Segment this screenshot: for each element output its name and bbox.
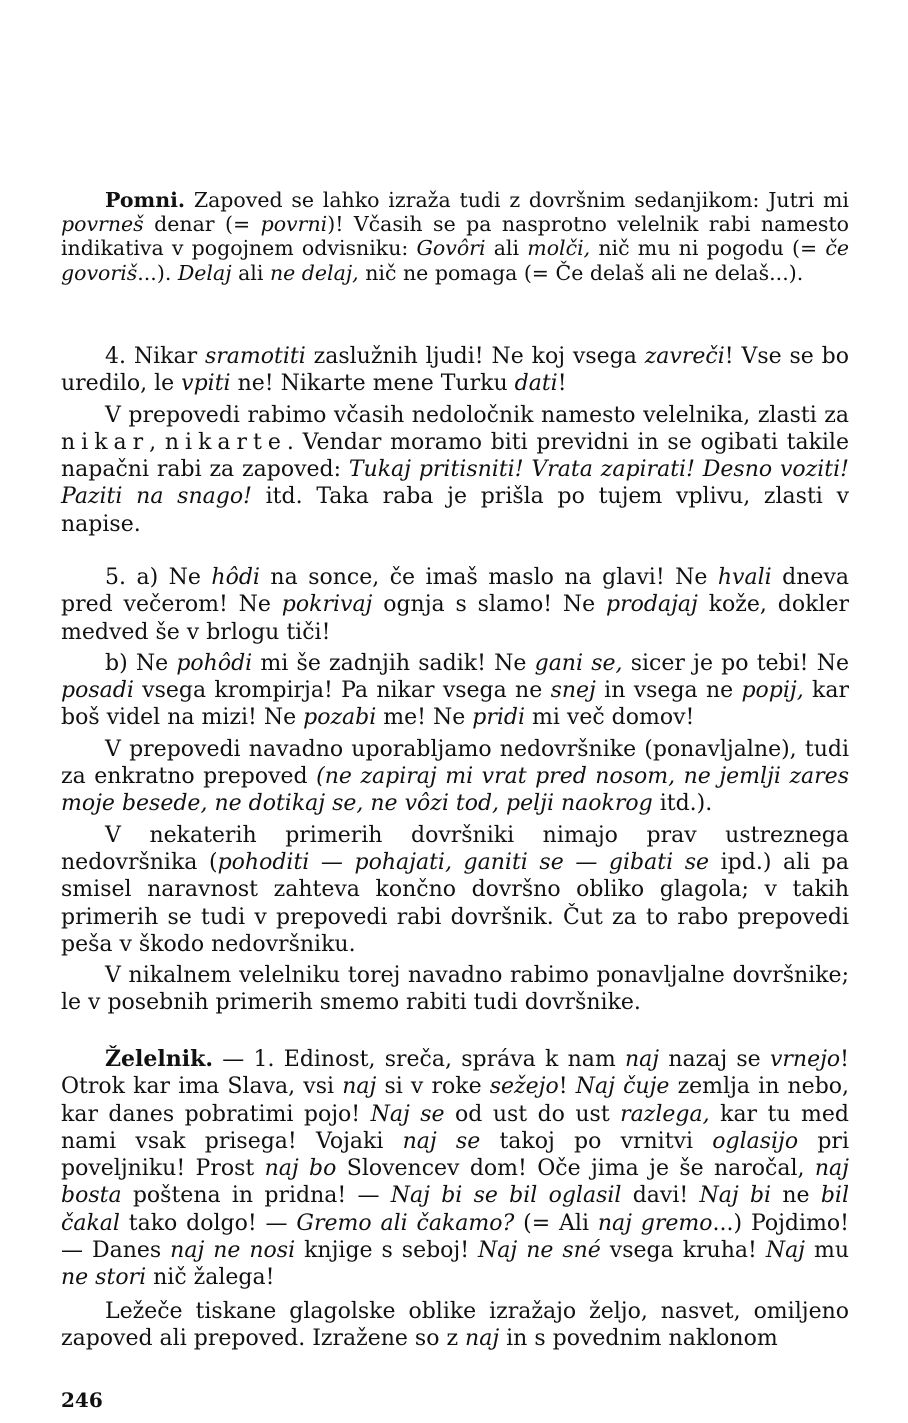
example: vpiti <box>181 371 231 397</box>
page-number: 246 <box>61 1388 103 1412</box>
paragraph-zelelnik <box>61 1046 849 1292</box>
text: zaslužnih ljudi! Ne koj vsega <box>305 344 645 369</box>
paragraph-5c <box>61 736 849 818</box>
example: zavreči <box>644 344 725 369</box>
example: pridi <box>472 705 526 731</box>
example: vrnejo <box>769 1047 841 1072</box>
text: kar tu med nami vsak prisega! Vojaki <box>61 1101 849 1154</box>
example: gani se, <box>534 650 623 676</box>
example: molči, <box>527 236 591 261</box>
paragraph-5b <box>61 650 849 732</box>
text: poštena in pridna! — <box>121 1183 391 1209</box>
text: vsega kruha! <box>600 1238 766 1264</box>
paragraph-5d <box>61 822 849 958</box>
text: si v roke <box>376 1074 490 1100</box>
example: pozabi <box>303 705 377 731</box>
text: V prepovedi navadno uporabljamo nedovršnike (ponavljalne), tudi za enkratno prepoved <box>61 736 849 790</box>
text: 5. a) Ne <box>105 565 212 590</box>
example: Naj <box>765 1238 805 1264</box>
example: oglasijo <box>712 1128 799 1154</box>
example: naj bosta <box>61 1156 849 1209</box>
text: (= Ali <box>514 1210 598 1236</box>
text: ! <box>557 371 567 397</box>
text: ! Vse se bo uredilo, le <box>61 344 849 397</box>
text: knjige s seboj! <box>295 1238 479 1264</box>
pomni-label: Pomni. <box>105 188 186 212</box>
paragraph-5a <box>61 564 849 646</box>
text: ipd.) ali pa smisel naravnost zahteva končno dovršno obliko glagola; v takih primerih se tudi v prepovedi rabi dovršnik. Čut za to rabo prepovedi peša v škodo nedovršniku. <box>61 849 849 957</box>
text: nič ne pomaga (= Če delaš ali ne delaš...). <box>358 260 804 285</box>
text: V nikalnem velelniku torej navadno rabimo ponavljalne dovršnike; le v posebnih primerih smemo rabiti tudi dovršnike. <box>61 963 849 1016</box>
example: če govoriš <box>61 236 850 285</box>
example: naj <box>465 1325 500 1351</box>
text: od ust do ust <box>444 1101 621 1127</box>
example: povrneš <box>61 212 144 237</box>
text: Slovencev dom! Oče jima je še naročal, <box>336 1156 815 1182</box>
example: pohoditi — pohajati, ganiti se — gibati se <box>217 849 710 875</box>
example: Delaj <box>177 260 232 285</box>
example: Naj čuje <box>575 1074 670 1100</box>
example: naj ne nosi <box>170 1238 296 1264</box>
paragraph-4 <box>61 343 849 398</box>
text: Zapoved se lahko izraža tudi z dovršnim sedanjikom: Jutri mi <box>185 188 849 212</box>
text: in vsega ne <box>595 678 742 704</box>
text: . Vendar moramo biti previdni in se ogibati takile napačni rabi za zapoved: <box>61 429 849 483</box>
zelelnik-label: Želelnik. <box>105 1046 214 1072</box>
example: hôdi <box>211 565 260 590</box>
text: vsega krompirja! Pa nikar vsega ne <box>133 678 551 704</box>
example: Naj bi <box>699 1183 772 1209</box>
text: zemlja in nebo, kar danes pobratimi pojo! <box>61 1074 850 1127</box>
text: kar boš videl na mizi! Ne <box>61 678 849 731</box>
text: in s povednim naklonom <box>499 1325 778 1351</box>
example: naj <box>342 1074 377 1100</box>
text: tako dolgo! — <box>119 1210 297 1236</box>
text: mi še zadnjih sadik! Ne <box>252 650 535 676</box>
text: ne! Nikarte mene Turku <box>230 371 515 397</box>
text: denar (= <box>143 212 261 237</box>
text: ! <box>558 1074 576 1100</box>
text: takoj po vrnitvi <box>480 1128 713 1154</box>
text: ! Otrok kar ima Slava, vsi <box>61 1047 849 1100</box>
example: Naj se <box>370 1101 445 1127</box>
text: V nekaterih primerih dovršniki nimajo prav ustreznega nedovršnika ( <box>61 822 849 875</box>
text: itd.). <box>652 791 713 817</box>
text: ognja s slamo! Ne <box>372 592 607 618</box>
text: ...) Pojdimo! — Danes <box>61 1210 849 1264</box>
text: nič mu ni pogodu (= <box>590 236 826 261</box>
example: sežejo <box>489 1074 559 1100</box>
text: me! Ne <box>376 705 473 731</box>
text: )! Včasih se pa nasprotno velelnik rabi namesto indikativa v pogojnem odvisniku: <box>61 212 850 261</box>
text: davi! <box>621 1183 700 1209</box>
example: snej <box>550 678 596 704</box>
example: hvali <box>717 565 772 590</box>
example: naj bo <box>264 1156 337 1182</box>
text: ne <box>771 1183 821 1209</box>
example: bil čakal <box>61 1183 849 1236</box>
text: dneva pred večerom! Ne <box>61 565 849 618</box>
example: posadi <box>61 678 134 704</box>
paragraph-pomni <box>61 188 849 285</box>
example: (ne zapiraj mi vrat pred nosom, ne jemlji zares moje besede, ne dotikaj se, ne vôzi tod, pelji naokrog <box>61 764 849 817</box>
text: ali <box>485 236 528 261</box>
example: Gremo ali čakamo? <box>296 1210 515 1236</box>
spaced-word: nikarte <box>164 429 287 455</box>
paragraph-4b <box>61 402 849 538</box>
text: pri poveljniku! Prost <box>61 1128 849 1182</box>
example: pohôdi <box>176 650 253 676</box>
example: sramotiti <box>204 344 306 369</box>
text: itd. Taka raba je prišla po tujem vplivu, zlasti v napise. <box>61 484 849 537</box>
example: naj gremo <box>597 1210 713 1236</box>
text: V prepovedi rabimo včasih nedoločnik namesto velelnika, zlasti za <box>105 402 849 428</box>
text: sicer je po tebi! Ne <box>622 650 849 676</box>
section-4 <box>61 343 849 538</box>
text: mu <box>805 1238 849 1264</box>
text: kože, dokler medved še v brlogu tiči! <box>61 592 849 645</box>
example: Naj bi se bil oglasil <box>390 1183 622 1209</box>
text: 4. Nikar <box>105 344 205 369</box>
example: ne stori <box>61 1265 147 1291</box>
text: ...). <box>137 260 178 285</box>
example: naj se <box>402 1128 481 1154</box>
example: dati <box>514 371 558 397</box>
example: povrni <box>260 212 328 237</box>
example: popij, <box>741 678 804 704</box>
text: b) Ne <box>105 650 177 676</box>
example: prodajaj <box>606 592 698 618</box>
example: pokrivaj <box>281 592 373 618</box>
paragraph-lezece <box>61 1298 849 1353</box>
text: nazaj se <box>659 1047 770 1072</box>
text: na sonce, če imaš maslo na glavi! Ne <box>259 565 718 590</box>
example: razlega, <box>620 1101 710 1127</box>
text: nič žalega! <box>146 1265 275 1291</box>
example: naj <box>624 1047 660 1072</box>
section-5 <box>61 564 849 1017</box>
spaced-word: nikar <box>61 429 150 455</box>
text: Ležeče tiskane glagolske oblike izražajo željo, nasvet, omiljeno zapoved ali prepoved. Izražene so z <box>61 1298 849 1351</box>
text: mi več domov! <box>525 705 695 731</box>
text: — 1. Edinost, sreča, správa k nam <box>213 1047 625 1072</box>
section-zelelnik <box>61 1046 849 1352</box>
paragraph-5e <box>61 962 849 1017</box>
text: ali <box>231 260 270 285</box>
example: Govôri <box>416 236 486 261</box>
text: , <box>149 429 165 455</box>
example: ne delaj, <box>269 260 359 285</box>
example: Naj ne sné <box>478 1238 601 1264</box>
example: Tukaj pritisniti! Vrata zapirati! Desno voziti! Paziti na snago! <box>61 457 849 510</box>
